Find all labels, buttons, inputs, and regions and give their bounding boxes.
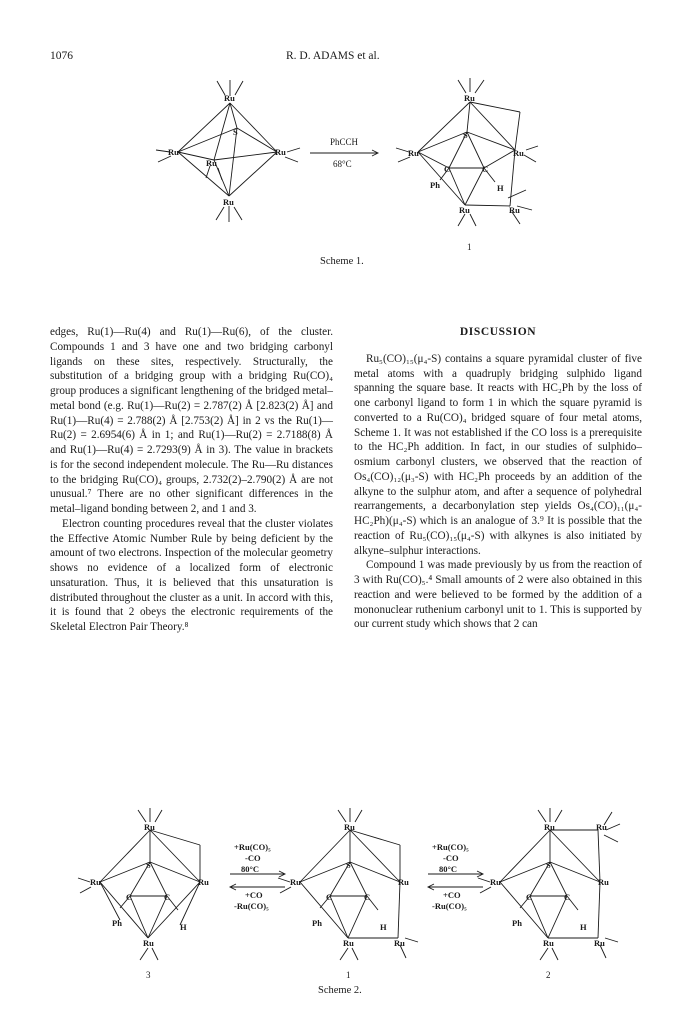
svg-text:+CO: +CO [245,890,263,900]
svg-text:Ru: Ru [143,938,154,948]
right-paragraph-2: Compound 1 was made previously by us from the reaction of 3 with Ru(CO)₅.⁴ Small amounts of 2 were also obtained in this reaction and were believed to be formed by the addition of a mononuclear ruthenium carbonyl unit to 1. This is supported by our current study which shows that 2 can [354,559,642,631]
svg-text:Ru: Ru [594,938,605,948]
svg-text:Ru: Ru [198,877,209,887]
svg-text:Ru: Ru [168,147,179,157]
svg-text:Ru: Ru [343,938,354,948]
svg-text:Ru: Ru [490,877,501,887]
svg-text:C: C [564,892,571,902]
svg-text:H: H [497,183,504,193]
svg-text:Ph: Ph [512,918,522,928]
svg-text:+CO: +CO [443,890,461,900]
svg-text:Ru: Ru [90,877,101,887]
svg-text:Ph: Ph [430,180,440,190]
svg-text:Ru: Ru [408,148,419,158]
page-number: 1076 [50,50,73,62]
svg-text:-Ru(CO)₅: -Ru(CO)₅ [234,901,269,911]
svg-text:Ru: Ru [275,147,286,157]
right-paragraph-1: Ru₅(CO)₁₅(μ₄-S) contains a square pyramidal cluster of five metal atoms with a quadruply bridging sulphido ligand spanning the square base. It reacts with HC₂Ph by the loss of one carbonyl ligand to form 1 in which the square pyramid is converted to a Ru(CO)₄ bridged square of four metal atoms, Scheme 1. It was not established if the CO loss is a prerequisite to the HC₂Ph addition. In fact, in our studies of sulphido–osmium carbonyl clusters, we observed that the reaction of Os₄(CO)₁₂(μ₃-S) with HC₂Ph proceeds by an addition of the alkyne to the sulphur atom, and after a sequence of polyhedral rearrangements, a decarbonylation step yields Os₄(CO)₁₁(μ₄-HC₂Ph)(μ₄-S) which is an analogue of 3.⁹ It is possible that the reaction of Ru₅(CO)₁₅(μ₄-S) with alkynes is also initiated by alkyne–sulphur interactions. [354,352,642,557]
svg-text:S: S [233,127,238,137]
scheme-1-caption: Scheme 1. [320,256,364,267]
svg-text:Ru: Ru [596,822,607,832]
svg-text:+Ru(CO)₅: +Ru(CO)₅ [432,842,469,852]
scheme1-reagent: PhCCH [330,137,359,147]
svg-text:80°C: 80°C [241,864,260,874]
svg-text:Ru: Ru [598,877,609,887]
svg-text:-CO: -CO [443,853,459,863]
svg-text:Ru: Ru [223,197,234,207]
svg-text:-CO: -CO [245,853,261,863]
svg-text:S: S [463,130,468,140]
svg-text:-Ru(CO)₅: -Ru(CO)₅ [432,901,467,911]
svg-text:+Ru(CO)₅: +Ru(CO)₅ [234,842,271,852]
running-title: R. D. ADAMS et al. [286,50,380,62]
svg-text:Ru: Ru [394,938,405,948]
discussion-heading: DISCUSSION [459,326,537,338]
scheme2-label-2: 2 [546,970,551,980]
svg-text:Ph: Ph [112,918,122,928]
svg-text:C: C [482,164,489,174]
svg-text:S: S [546,860,551,870]
svg-text:S: S [346,860,351,870]
svg-text:C: C [126,892,133,902]
svg-text:Ru: Ru [398,877,409,887]
svg-text:Ru: Ru [459,205,470,215]
svg-text:80°C: 80°C [439,864,458,874]
scheme-2-caption: Scheme 2. [318,985,362,996]
svg-text:H: H [580,922,587,932]
svg-text:Ph: Ph [312,918,322,928]
svg-text:C: C [326,892,333,902]
svg-text:Ru: Ru [290,877,301,887]
svg-text:C: C [526,892,533,902]
svg-text:S: S [146,860,151,870]
svg-text:Ru: Ru [544,822,555,832]
left-paragraph-2: Electron counting procedures reveal that the cluster violates the Effective Atomic Number Rule by being deficient by the amount of two electrons. Inspection of the molecular geometry shows no evidence of a localized form of electronic unsaturation. Thus, it is believed that this unsaturation is distributed throughout the cluster as a unit. In accord with this, it is found that 2 obeys the electronic requirements of the Skeletal Electron Pair Theory.⁸ [50,517,333,633]
svg-text:Ru: Ru [224,93,235,103]
svg-text:Ru: Ru [344,822,355,832]
scheme2-label-3: 3 [146,970,151,980]
svg-text:C: C [164,892,171,902]
scheme1-product-label: 1 [467,242,472,252]
svg-text:C: C [364,892,371,902]
scheme-1-figure [0,0,693,300]
svg-text:H: H [180,922,187,932]
scheme1-condition: 68°C [333,159,352,169]
svg-text:Ru: Ru [543,938,554,948]
scheme2-label-1: 1 [346,970,351,980]
svg-text:H: H [380,922,387,932]
scheme-2-figure [0,790,693,990]
svg-text:Ru: Ru [464,93,475,103]
svg-text:Ru: Ru [513,148,524,158]
left-paragraph-1: edges, Ru(1)—Ru(4) and Ru(1)—Ru(6), of the cluster. Compounds 1 and 3 have one and two bridging carbonyl ligands on these sites, respectively. Structurally, the substitution of a bridging group with a bridging Ru(CO)₄ group produces a significant lengthening of the bridged metal–metal bond (e.g. Ru(1)—Ru(2) = 2.787(2) Å [2.823(2) Å] and Ru(1)—Ru(4) = 2.788(2) Å [2.753(2) Å] in 2 vs the Ru(1)—Ru(2) = 2.6954(6) Å in 1; and Ru(1)—Ru(2) = 2.7188(8) Å and Ru(1)—Ru(4) = 2.7293(9) Å in 3). The value in brackets is for the second independent molecule. The Ru—Ru distances to the bridging Ru(CO)₄ groups, 2.732(2)–2.790(2) Å are not unusual.⁷ There are no other significant differences in the metal–ligand bonding between 2, and 1 and 3. [50,326,333,515]
svg-text:Ru: Ru [144,822,155,832]
left-text-column [50,325,333,635]
svg-text:C: C [444,164,451,174]
right-text-column [354,325,642,632]
svg-text:Ru: Ru [509,205,520,215]
svg-text:Ru: Ru [206,158,217,168]
